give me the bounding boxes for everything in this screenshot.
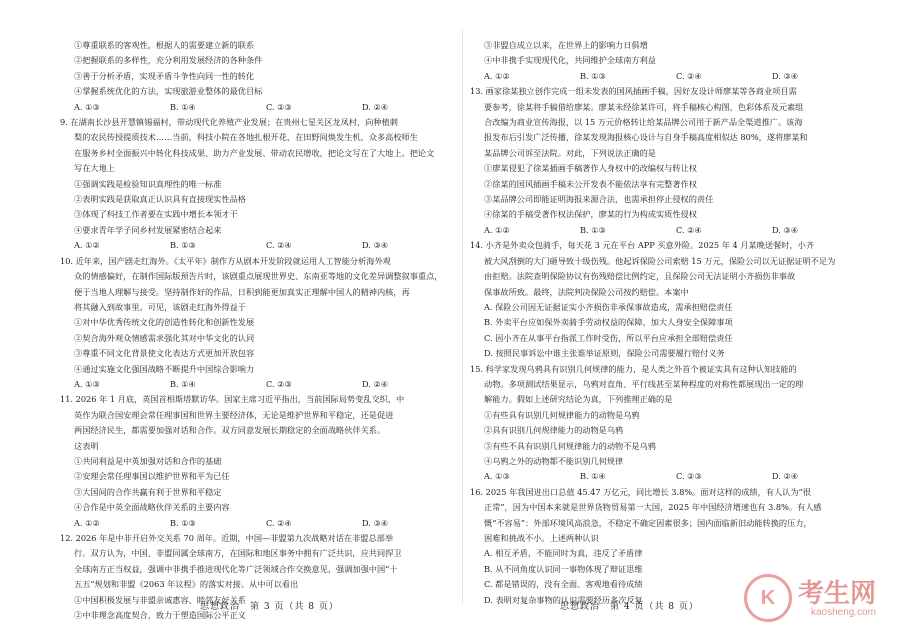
kaosheng-logo-icon: K [744, 574, 792, 622]
question-text: 动物。多项测试结果显示，乌鸦对直角、平行线甚至某种程度的对称性都展现出一定的理 [484, 378, 804, 389]
question-text: ④要求青年学子同乡村发展紧密结合起来 [74, 224, 222, 235]
question-stem: 11. 2026 年 1 月底，英国首相斯塔默访华。国家主席习近平指出，当前国际局势变乱交织，中 [60, 394, 405, 405]
answer-option: A. ①③ [74, 101, 100, 112]
question-text: ②安理会常任理事国以维护世界和平为已任 [74, 471, 230, 482]
answer-option: D. ③④ [772, 70, 799, 81]
answer-options [60, 100, 454, 115]
question-text: 由拒赔。法院查明保险协议有伤残赔偿比例约定，且保险公司无法证明小齐损伤非事故 [484, 271, 796, 282]
question-text: ④徐某的手稿受著作权法保护，廖某的行为构成实质性侵权 [484, 209, 697, 220]
question-stem: 10. 近年来，国产剧走红海外。《太平年》制作方从剧本开发阶段就运用人工智能分析海外观 [60, 255, 391, 266]
answer-choice: C. 因小齐在从事平台指派工作时受伤，所以平台应承担全部赔偿责任 [484, 332, 733, 343]
question-text: ②具有识别几何规律能力的动物是乌鸦 [484, 425, 624, 436]
question-text: ②表明实践是获取真正认识具有直接现实性品格 [74, 194, 246, 205]
question-text: 英作为联合国安理会常任理事国和世界主要经济体，无论是维护世界和平稳定，还是促进 [74, 409, 394, 420]
answer-option: A. ①② [74, 517, 100, 528]
question-text: 写在大地上 [74, 163, 115, 174]
question-text: 合改编为商业宣传海报，以 15 万元价格转让给某品牌公司用于新产品全渠道推广。该海 [484, 117, 803, 128]
page-4-column [470, 38, 868, 608]
answer-option: D. ③④ [772, 224, 799, 235]
answer-options [60, 238, 454, 253]
answer-choice: B. 外卖平台应如保外卖骑手劳动权益的保障，加大人身安全保障事项 [484, 317, 733, 328]
question-text: ③善于分析矛盾，实现矛盾斗争性向同一性的转化 [74, 70, 255, 81]
page-3-column [60, 38, 454, 623]
question-text: 慨“不容易”：外部环境风高浪急，不稳定不确定因素很多；国内面临新旧动能转换的压力， [484, 517, 812, 528]
question-text: ②把握联系的多样性，充分利用发展经济的各种条件 [74, 55, 263, 66]
answer-option: B. ①④ [170, 378, 196, 389]
answer-choice: D. 表明对复杂事物的认识需要经历多次反复 [484, 594, 643, 605]
watermark-cn: 考生网 [797, 577, 876, 608]
question-text: ④合作是中英全面战略伙伴关系的主要内容 [74, 502, 230, 513]
question-text: ③尊重不同文化背景使文化表达方式更加开放包容 [74, 348, 255, 359]
question-text: 正常”，因为中国本来就是世界货物贸易第一大国，2025 年中国经济增速也有 3.8%。有人感 [484, 502, 822, 513]
question-text: ②中非理念高度契合，致力于塑造国际公平正义 [74, 610, 246, 621]
question-text: 在服务乡村全面振兴中转化科技成果、助力产业发展、带动农民增收，把论文写在了大地上。把论文 [74, 147, 435, 158]
question-text: ①强调实践是检验知识真理性的唯一标准 [74, 178, 222, 189]
question-text: 要参考，徐某将手稿借给廖某。廖某未经徐某许可，将手稿核心构图、色彩体系及元素组 [484, 101, 804, 112]
answer-option: D. ③④ [362, 240, 389, 251]
question-text: ④掌握系统优化的方法，实现旅游业整体的最优目标 [74, 86, 263, 97]
answer-option: D. ③④ [362, 517, 389, 528]
answer-choice: C. 都是错误的，没有全面、客观地看待成绩 [484, 579, 643, 590]
answer-option: B. ①④ [170, 101, 196, 112]
answer-option: C. ②④ [676, 70, 702, 81]
answer-options [60, 516, 454, 531]
answer-option: B. ①③ [580, 70, 606, 81]
question-text: ①有些具有识别几何规律能力的动物是乌鸦 [484, 409, 640, 420]
question-text: 报发布后引发广泛传播，徐某发现海报核心设计与自身手稿高度相似达 80%，遂将廖某和 [484, 132, 808, 143]
answer-option: C. ②③ [676, 471, 702, 482]
watermark [744, 574, 876, 622]
watermark-text [798, 579, 876, 618]
question-text: ①廖某侵犯了徐某插画手稿著作人身权中的改编权与转让权 [484, 163, 697, 174]
answer-option: D. ②④ [362, 378, 389, 389]
question-stem: 9. 在湖南长沙县开慧镇锡福村，带动现代化养殖产业发展；在贵州七星关区龙凤村，向种植刺 [60, 117, 398, 128]
question-text: 众的情感偏好，在制作国际版预告片时，该剧重点展现世界史、东南亚等地的文化差异调整叙事重点， [74, 271, 443, 282]
page-3-footer: 思想政治 第 3 页（共 8 页） [200, 602, 339, 612]
answer-option: A. ①③ [74, 378, 100, 389]
question-text: ①对中华优秀传统文化的创造性转化和创新性发展 [74, 317, 255, 328]
question-text: 便于当地人理解与接受。坚持制作好的作品，日积到能更加真实正理解中国人的精神内核，再 [74, 286, 410, 297]
question-text: ②徐某的国风插画手稿未公开发表不能依法享有完整著作权 [484, 178, 697, 189]
question-text: 这表明 [74, 440, 99, 451]
answer-choice: D. 按照民事诉讼中谁主张谁举证原则，保险公司需要履行赔付义务 [484, 348, 725, 359]
answer-option: C. ②③ [266, 378, 292, 389]
answer-choice: A. 保险公司因无证据证实小齐损伤非承保事故造成，需承担赔偿责任 [484, 301, 733, 312]
question-text: ①尊重联系的客观性，根据人的需要建立新的联系 [74, 40, 255, 50]
question-text: ②契合海外观众情感需求强化其对中华文化的认同 [74, 332, 255, 343]
question-text: 五五”规划和非盟《2063 年议程》的落实对接。从中可以看出 [74, 579, 299, 590]
question-text: 某品牌公司诉至法院。对此，下列说法正确的是 [484, 147, 656, 158]
answer-option: B. ①③ [170, 517, 196, 528]
question-stem: 14. 小齐是外卖众包骑手，每天花 3 元在平台 APP 买意外险。2025 年 4 月某晚送餐时，小齐 [470, 240, 815, 251]
question-text: 困难和挑战不小。上述两种认识 [484, 533, 599, 543]
answer-choice: A. 相互矛盾，不能同时为真，违反了矛盾律 [484, 548, 643, 559]
question-stem: 12. 2026 年是中非开启外交关系 70 周年。近期，中国—非盟第九次战略对话在非盟总部举 [60, 533, 394, 543]
question-text: 两国经济民生，都需要加强对话和合作。双方同意发展长期稳定的全面战略伙伴关系。 [74, 425, 386, 436]
page-divider [462, 30, 463, 605]
question-text: ①共同利益是中英加强对话和合作的基础 [74, 455, 222, 466]
question-text: 被大风刮倒的大门砸导致十级伤残。他起诉保险公司索赔 15 万元，保险公司以无证据证明不足为 [484, 255, 836, 266]
question-text: 保事故所致。最终，法院判决保险公司按约赔偿。本案中 [484, 286, 689, 297]
answer-option: A. ①③ [484, 471, 510, 482]
question-text: 全球南方正当权益，强调中非携手推进现代化等广泛领域合作交换意见，强调加强中国“十 [74, 563, 398, 574]
page-4-footer: 思想政治 第 4 页（共 8 页） [560, 602, 699, 612]
question-text: ③非盟自成立以来，在世界上的影响力日俱增 [484, 40, 648, 50]
answer-option: C. ②④ [266, 517, 292, 528]
answer-options [470, 469, 868, 484]
question-text: ④中非携手实现现代化，共同维护全球南方利益 [484, 55, 656, 66]
question-text: 将其融入到故事里。可见，该剧走红海外得益于 [74, 301, 246, 312]
question-text: ①中国积极发展与非盟亲诚惠容、睦邻友好关系 [74, 594, 246, 605]
question-text: ③有些不具有识别几何规律能力的动物不是乌鸦 [484, 440, 656, 451]
watermark-en: kaosheng.com [810, 606, 876, 618]
answer-options [470, 69, 868, 84]
answer-option: A. ①② [74, 240, 100, 251]
answer-options [60, 377, 454, 392]
question-text: ③体现了科技工作者要在实践中增长本领才干 [74, 209, 238, 220]
question-text: ③某品牌公司即能证明海报来源合法，也需承担停止侵权的责任 [484, 194, 714, 205]
answer-option: C. ②④ [676, 224, 702, 235]
question-stem: 16. 2025 年我国进出口总值 45.47 万亿元，同比增长 3.8%。面对这样的成绩，有人认为“很 [470, 486, 811, 497]
question-text: ③大国间的合作共赢有利于世界和平稳定 [74, 486, 222, 497]
answer-option: A. ①② [484, 70, 510, 81]
answer-option: A. ①② [484, 224, 510, 235]
answer-option: C. ②④ [266, 240, 292, 251]
question-text: 行。双方认为，中国、非盟同属全球南方，在国际和地区事务中拥有广泛共识，应共同捍卫 [74, 548, 402, 559]
answer-option: D. ②④ [362, 101, 389, 112]
question-text: 解能力。假如上述研究结论为真，下列推理正确的是 [484, 394, 673, 405]
answer-option: B. ①④ [580, 471, 606, 482]
answer-choice: B. 从不同角度认识同一事物体现了辩证思维 [484, 563, 643, 574]
answer-option: B. ①③ [580, 224, 606, 235]
question-stem: 15. 科学家发现乌鸦具有识别几何规律的能力，是人类之外首个被证实具有这种认知技能的 [470, 363, 797, 374]
question-stem: 13. 画家徐某独立创作完成一组未发表的国风插画手稿，因好友设计师廖某等各商业项目需 [470, 86, 797, 97]
answer-options [470, 223, 868, 238]
answer-option: C. ②③ [266, 101, 292, 112]
answer-option: D. ②④ [772, 471, 799, 482]
answer-option: B. ①③ [170, 240, 196, 251]
question-text: ④通过实施文化强国战略不断提升中国综合影响力 [74, 363, 255, 374]
question-text: ④乌鸦之外的动物都不能识别几何规律 [484, 455, 624, 466]
question-text: 梨的农民传授提质技术……当前，科技小院在各地扎根开花，在田野间焕发生机，众多高校师生 [74, 132, 418, 143]
